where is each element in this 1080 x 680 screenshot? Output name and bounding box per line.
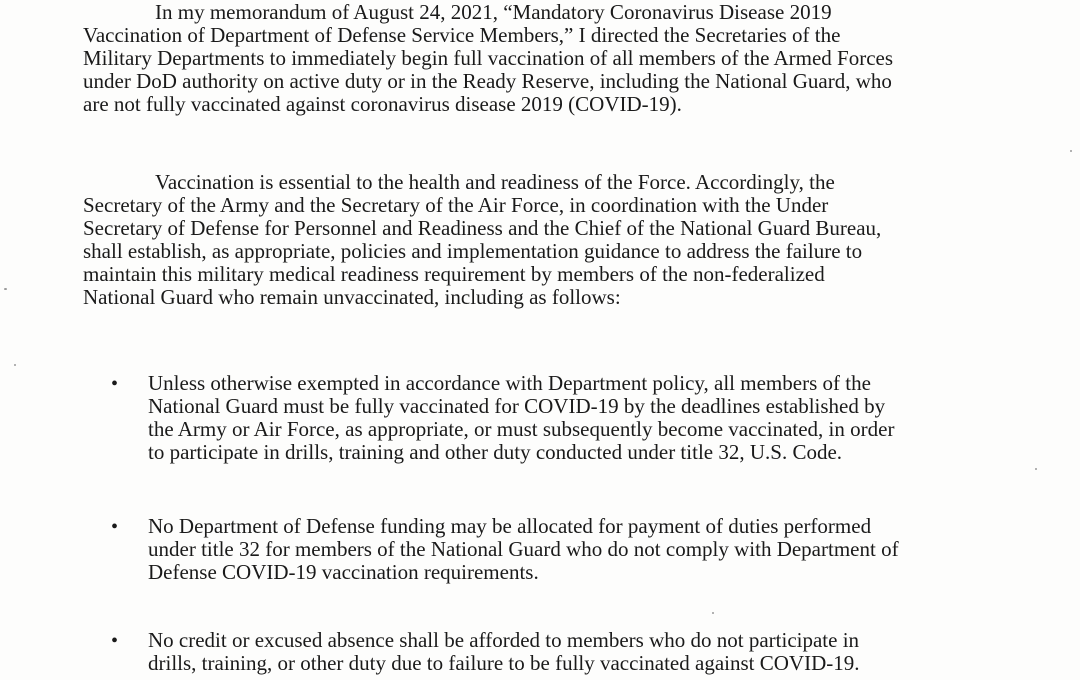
paragraph-2 (83, 171, 1053, 309)
paragraph-1-line-1: In my memorandum of August 24, 2021, “Mandatory Coronavirus Disease 2019 (155, 0, 832, 24)
bullet-2 (148, 515, 1048, 584)
bullet-2-marker: • (111, 516, 119, 538)
paragraph-2-line-1: Vaccination is essential to the health and readiness of the Force. Accordingly, the (155, 170, 835, 194)
paragraph-2-line-3: Secretary of Defense for Personnel and Readiness and the Chief of the National Guard Bureau, (83, 216, 882, 240)
bullet-1-line-4: to participate in drills, training and other duty conducted under title 32, U.S. Code. (148, 440, 843, 464)
bullet-2-line-1: No Department of Defense funding may be allocated for payment of duties performed (148, 514, 872, 538)
paragraph-1-line-3: Military Departments to immediately begin full vaccination of all members of the Armed Forces (83, 46, 894, 70)
paragraph-1-line-2: Vaccination of Department of Defense Service Members,” I directed the Secretaries of the (83, 23, 841, 47)
bullet-3-line-1: No credit or excused absence shall be afforded to members who do not participate in (148, 628, 860, 652)
paragraph-1-line-4: under DoD authority on active duty or in the Ready Reserve, including the National Guard, who (83, 69, 892, 93)
bullet-2-line-2: under title 32 for members of the National Guard who do not comply with Department of (148, 537, 899, 561)
paragraph-2-line-5: maintain this military medical readiness requirement by members of the non-federalized (83, 262, 825, 286)
scan-speck (4, 288, 7, 290)
paragraph-2-line-4: shall establish, as appropriate, policies and implementation guidance to address the failure to (83, 239, 863, 263)
paragraph-2-line-2: Secretary of the Army and the Secretary of the Air Force, in coordination with the Under (83, 193, 829, 217)
bullet-1-line-1: Unless otherwise exempted in accordance with Department policy, all members of the (148, 371, 871, 395)
scan-speck (1035, 468, 1037, 470)
paragraph-2-line-6: National Guard who remain unvaccinated, including as follows: (83, 285, 621, 309)
scan-speck (1070, 150, 1072, 152)
bullet-1-line-2: National Guard must be fully vaccinated for COVID-19 by the deadlines established by (148, 394, 886, 418)
bullet-1-marker: • (111, 373, 119, 395)
bullet-3-marker: • (111, 630, 119, 652)
bullet-3 (148, 629, 1048, 675)
scan-speck (712, 612, 714, 614)
bullet-1-line-3: the Army or Air Force, as appropriate, or must subsequently become vaccinated, in order (148, 417, 895, 441)
bullet-3-line-2: drills, training, or other duty due to failure to be fully vaccinated against COVID-19. (148, 651, 860, 675)
paragraph-1 (83, 1, 1053, 116)
bullet-1 (148, 372, 1048, 464)
scan-speck (14, 364, 16, 366)
bullet-2-line-3: Defense COVID-19 vaccination requirements. (148, 560, 539, 584)
paragraph-1-line-5: are not fully vaccinated against coronavirus disease 2019 (COVID-19). (83, 92, 682, 116)
